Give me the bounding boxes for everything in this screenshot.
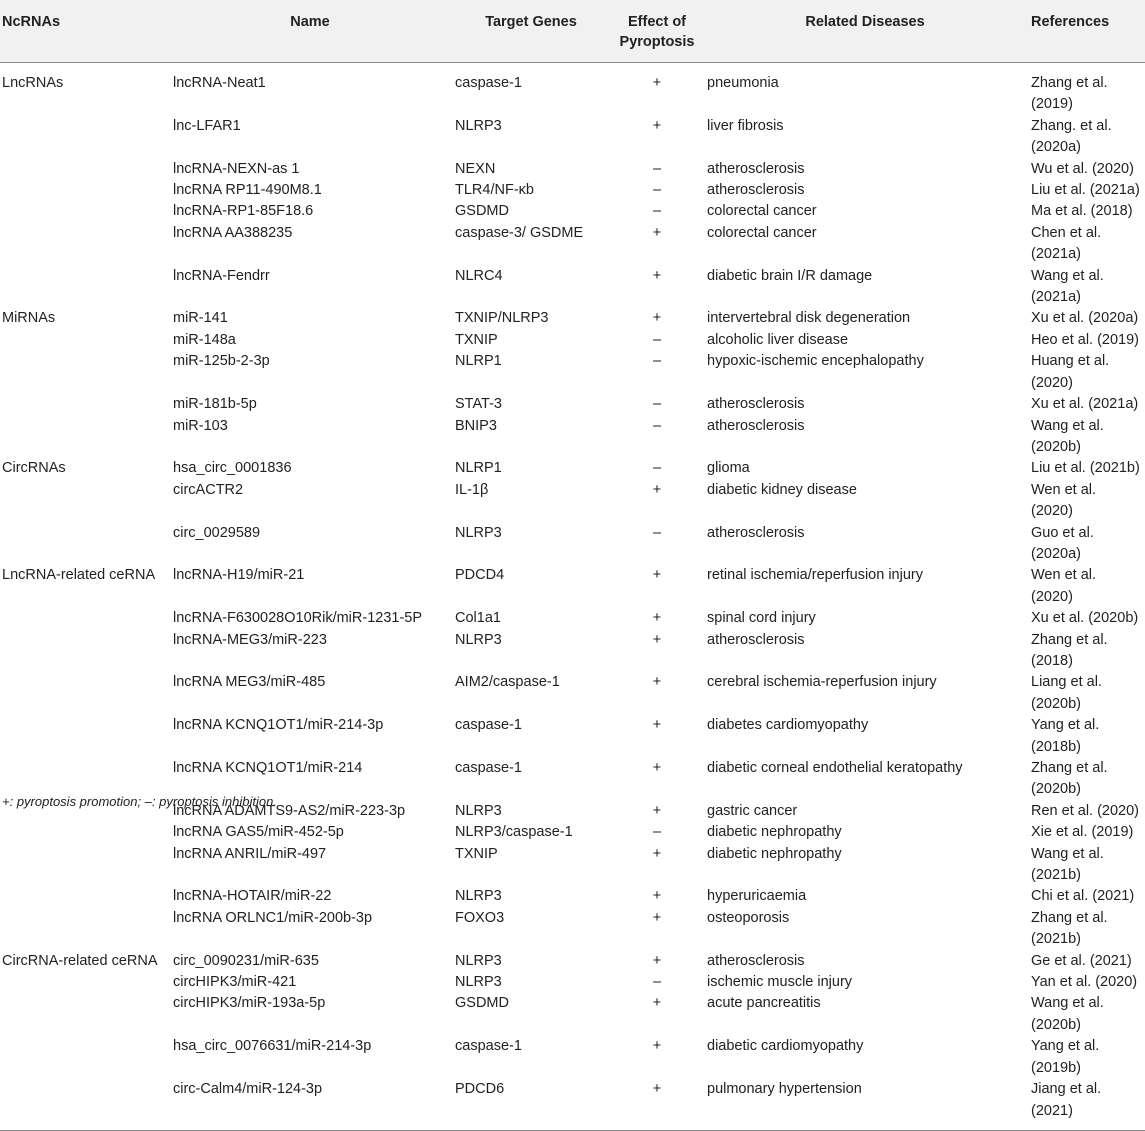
name-cell: lncRNA-F630028O10Rik/miR-1231-5P (173, 610, 423, 627)
name-cell: lncRNA-MEG3/miR-223 (173, 631, 327, 648)
name-cell: circHIPK3/miR-421 (173, 974, 297, 991)
related-disease-cell: atherosclerosis (707, 952, 805, 969)
name-cell: miR-181b-5p (173, 396, 257, 413)
target-genes-cell: NLRP3 (455, 802, 502, 819)
table-row (0, 844, 1145, 887)
related-disease-cell: pulmonary hypertension (707, 1081, 862, 1098)
reference-cell: Wen et al. (2020) (1031, 567, 1097, 605)
ncrna-class-cell (0, 394, 169, 415)
effect-cell: – (652, 460, 662, 477)
related-disease-cell: diabetic kidney disease (707, 481, 857, 498)
name-cell: lnc-LFAR1 (173, 117, 241, 134)
reference-cell: Zhang et al. (2019) (1031, 75, 1108, 113)
ncrna-class-cell (0, 972, 169, 993)
reference-cell: Zhang et al. (2018) (1031, 631, 1108, 669)
ncrna-class-cell (0, 630, 169, 673)
target-genes-cell: NLRP3 (455, 952, 502, 969)
effect-cell: – (652, 524, 662, 541)
reference-cell: Wu et al. (2020) (1031, 160, 1134, 177)
table-row (0, 993, 1145, 1036)
related-disease-cell: gastric cancer (707, 802, 798, 819)
name-cell: hsa_circ_0076631/miR-214-3p (173, 1038, 372, 1055)
effect-cell: + (652, 1038, 662, 1055)
related-disease-cell: osteoporosis (707, 909, 790, 926)
ncrna-class-cell (0, 159, 169, 180)
name-cell: lncRNA KCNQ1OT1/miR-214-3p (173, 717, 384, 734)
target-genes-cell: caspase-1 (455, 717, 522, 734)
related-disease-cell: atherosclerosis (707, 396, 805, 413)
name-cell: lncRNA ADAMTS9-AS2/miR-223-3p (173, 802, 406, 819)
target-genes-cell: PDCD4 (455, 567, 505, 584)
table-row (0, 715, 1145, 758)
target-genes-cell: GSDMD (455, 995, 509, 1012)
related-disease-cell: atherosclerosis (707, 182, 805, 199)
target-genes-cell: NLRP1 (455, 353, 502, 370)
effect-cell: + (652, 674, 662, 691)
table-row (0, 116, 1145, 159)
related-disease-cell: diabetic brain I/R damage (707, 267, 873, 284)
related-disease-cell: glioma (707, 460, 750, 477)
related-disease-cell: colorectal cancer (707, 203, 817, 220)
table-row (0, 180, 1145, 201)
ncrna-class-cell (0, 608, 169, 629)
target-genes-cell: IL-1β (455, 481, 489, 498)
target-genes-cell: caspase-1 (455, 1038, 522, 1055)
related-disease-cell: diabetic nephropathy (707, 824, 842, 841)
name-cell: lncRNA AA388235 (173, 224, 293, 241)
table-row (0, 480, 1145, 523)
header-references: References (1027, 0, 1145, 63)
related-disease-cell: atherosclerosis (707, 160, 805, 177)
target-genes-cell: caspase-1 (455, 760, 522, 776)
name-cell: lncRNA ORLNC1/miR-200b-3p (173, 909, 373, 926)
table-row (0, 565, 1145, 608)
effect-cell: + (652, 995, 662, 1012)
ncrna-class-cell (0, 908, 169, 951)
reference-cell: Jiang et al. (2021) (1031, 1081, 1102, 1119)
related-disease-cell: pneumonia (707, 75, 779, 91)
related-disease-cell: retinal ischemia/reperfusion injury (707, 567, 923, 584)
ncrna-class-cell: CircRNAs (2, 460, 66, 477)
ncrna-class-cell (0, 180, 169, 201)
ncrna-class-cell (0, 223, 169, 266)
ncrna-class-cell (0, 116, 169, 159)
effect-cell: + (652, 75, 662, 91)
header-related-diseases: Related Diseases (703, 0, 1027, 63)
name-cell: lncRNA-Neat1 (173, 75, 266, 91)
reference-cell: Wang et al. (2021b) (1031, 845, 1104, 884)
reference-cell: Ren et al. (2020) (1031, 802, 1140, 819)
target-genes-cell: FOXO3 (455, 909, 505, 926)
effect-cell: – (652, 331, 662, 348)
table-row (0, 351, 1145, 394)
related-disease-cell: hypoxic-ischemic encephalopathy (707, 353, 924, 370)
target-genes-cell: NLRP3 (455, 974, 502, 991)
target-genes-cell: BNIP3 (455, 417, 497, 434)
target-genes-cell: caspase-3/ GSDME (455, 224, 584, 241)
effect-cell: + (652, 610, 662, 627)
ncrna-class-cell: CircRNA-related ceRNA (2, 952, 158, 969)
target-genes-cell: PDCD6 (455, 1081, 505, 1098)
reference-cell: Xu et al. (2020b) (1031, 610, 1139, 627)
reference-cell: Zhang et al. (2020b) (1031, 760, 1108, 798)
header-target-genes: Target Genes (451, 0, 611, 63)
name-cell: miR-141 (173, 310, 228, 327)
reference-cell: Wang et al. (2021a) (1031, 267, 1104, 306)
name-cell: lncRNA-NEXN-as 1 (173, 160, 300, 177)
target-genes-cell: NLRP3/caspase-1 (455, 824, 573, 841)
reference-cell: Liang et al. (2020b) (1031, 674, 1102, 712)
effect-cell: + (652, 802, 662, 819)
ncrna-class-cell (0, 201, 169, 222)
ncrna-class-cell: MiRNAs (2, 310, 56, 327)
effect-cell: + (652, 760, 662, 776)
ncrna-class-cell (0, 993, 169, 1036)
target-genes-cell: TLR4/NF-κb (455, 182, 534, 199)
related-disease-cell: diabetic corneal endothelial keratopathy (707, 760, 963, 776)
related-disease-cell: intervertebral disk degeneration (707, 310, 911, 327)
name-cell: miR-125b-2-3p (173, 353, 270, 370)
ncrna-class-cell (0, 715, 169, 758)
table-row (0, 308, 1145, 329)
name-cell: circHIPK3/miR-193a-5p (173, 995, 326, 1012)
reference-cell: Liu et al. (2021a) (1031, 182, 1140, 199)
table-row (0, 394, 1145, 415)
table-row (0, 951, 1145, 972)
reference-cell: Wang et al. (2020b) (1031, 995, 1104, 1033)
table-row (0, 330, 1145, 351)
effect-cell: + (652, 717, 662, 734)
header-name: Name (169, 0, 451, 63)
related-disease-cell: alcoholic liver disease (707, 331, 849, 348)
table-row (0, 223, 1145, 266)
effect-cell: + (652, 224, 662, 241)
ncrna-class-cell (0, 480, 169, 523)
ncrna-class-cell (0, 351, 169, 394)
related-disease-cell: diabetic cardiomyopathy (707, 1038, 864, 1055)
effect-cell: – (652, 353, 662, 370)
reference-cell: Wen et al. (2020) (1031, 481, 1097, 520)
name-cell: circACTR2 (173, 481, 244, 498)
related-disease-cell: atherosclerosis (707, 417, 805, 434)
name-cell: lncRNA MEG3/miR-485 (173, 674, 326, 691)
table-row (0, 523, 1145, 566)
effect-cell: + (652, 117, 662, 134)
target-genes-cell: TXNIP (455, 331, 498, 348)
target-genes-cell: STAT-3 (455, 396, 502, 413)
table-row (0, 266, 1145, 309)
table-row (0, 822, 1145, 843)
reference-cell: Yan et al. (2020) (1031, 974, 1138, 991)
table-footnote: +: pyroptosis promotion; –: pyroptosis inhibition. (2, 794, 277, 809)
table-row (0, 1079, 1145, 1130)
name-cell: lncRNA RP11-490M8.1 (173, 182, 322, 199)
name-cell: lncRNA-Fendrr (173, 267, 270, 284)
related-disease-cell: diabetic nephropathy (707, 845, 842, 862)
reference-cell: Ma et al. (2018) (1031, 203, 1133, 220)
target-genes-cell: GSDMD (455, 203, 509, 220)
ncrna-class-cell (0, 416, 169, 459)
related-disease-cell: cerebral ischemia-reperfusion injury (707, 674, 937, 691)
reference-cell: Xie et al. (2019) (1031, 824, 1134, 841)
effect-cell: + (652, 888, 662, 905)
related-disease-cell: liver fibrosis (707, 117, 784, 134)
name-cell: lncRNA ANRIL/miR-497 (173, 845, 327, 862)
reference-cell: Guo et al. (2020a) (1031, 524, 1094, 562)
ncrna-class-cell (0, 266, 169, 309)
target-genes-cell: NLRP3 (455, 117, 502, 134)
target-genes-cell: Col1a1 (455, 610, 501, 627)
table-row (0, 972, 1145, 993)
effect-cell: – (652, 417, 662, 434)
table-header (0, 0, 1145, 63)
target-genes-cell: NLRC4 (455, 267, 503, 284)
target-genes-cell: NLRP3 (455, 524, 502, 541)
name-cell: miR-148a (173, 331, 236, 348)
target-genes-cell: NLRP1 (455, 460, 502, 477)
name-cell: circ_0090231/miR-635 (173, 952, 319, 969)
effect-cell: – (652, 203, 662, 220)
header-effect-of-pyroptosis: Effect of Pyroptosis (611, 0, 703, 63)
table-row (0, 672, 1145, 715)
reference-cell: Chen et al. (2021a) (1031, 224, 1102, 263)
reference-cell: Wang et al. (2020b) (1031, 417, 1104, 455)
target-genes-cell: caspase-1 (455, 75, 522, 91)
effect-cell: – (652, 182, 662, 199)
name-cell: lncRNA-HOTAIR/miR-22 (173, 888, 332, 905)
effect-cell: + (652, 1081, 662, 1098)
reference-cell: Ge et al. (2021) (1031, 952, 1132, 969)
table-row (0, 63, 1145, 116)
name-cell: miR-103 (173, 417, 228, 434)
effect-cell: + (652, 845, 662, 862)
reference-cell: Chi et al. (2021) (1031, 888, 1135, 905)
ncrna-class-cell: LncRNAs (2, 75, 64, 91)
effect-cell: – (652, 160, 662, 177)
effect-cell: + (652, 952, 662, 969)
ncrna-class-cell (0, 1036, 169, 1079)
reference-cell: Yang et al. (2018b) (1031, 717, 1100, 755)
table-row (0, 1036, 1145, 1079)
table-row (0, 886, 1145, 907)
effect-cell: – (652, 396, 662, 413)
table-row (0, 908, 1145, 951)
target-genes-cell: NEXN (455, 160, 496, 177)
effect-cell: + (652, 909, 662, 926)
ncrna-class-cell (0, 844, 169, 887)
related-disease-cell: acute pancreatitis (707, 995, 821, 1012)
related-disease-cell: hyperuricaemia (707, 888, 807, 905)
related-disease-cell: ischemic muscle injury (707, 974, 853, 991)
effect-cell: + (652, 481, 662, 498)
reference-cell: Zhang et al. (2021b) (1031, 909, 1108, 948)
name-cell: lncRNA GAS5/miR-452-5p (173, 824, 344, 841)
table-row (0, 416, 1145, 459)
reference-cell: Xu et al. (2021a) (1031, 396, 1139, 413)
effect-cell: – (652, 974, 662, 991)
reference-cell: Heo et al. (2019) (1031, 331, 1140, 348)
ncrna-class-cell (0, 1079, 169, 1130)
target-genes-cell: AIM2/caspase-1 (455, 674, 560, 691)
ncrna-class-cell (0, 822, 169, 843)
ncrna-class-cell: LncRNA-related ceRNA (2, 567, 156, 584)
ncrna-class-cell (0, 523, 169, 566)
header-row (0, 0, 1145, 63)
target-genes-cell: TXNIP/NLRP3 (455, 310, 549, 327)
name-cell: lncRNA-H19/miR-21 (173, 567, 305, 584)
table-row (0, 201, 1145, 222)
header-ncrnas: NcRNAs (0, 0, 169, 63)
name-cell: circ-Calm4/miR-124-3p (173, 1081, 323, 1098)
table-row (0, 159, 1145, 180)
table-row (0, 630, 1145, 673)
name-cell: lncRNA KCNQ1OT1/miR-214 (173, 760, 363, 776)
target-genes-cell: NLRP3 (455, 888, 502, 905)
effect-cell: – (652, 824, 662, 841)
related-disease-cell: diabetes cardiomyopathy (707, 717, 869, 734)
ncrna-class-cell (0, 672, 169, 715)
table-row (0, 608, 1145, 629)
ncrna-class-cell (0, 330, 169, 351)
reference-cell: Yang et al. (2019b) (1031, 1038, 1100, 1076)
name-cell: hsa_circ_0001836 (173, 460, 292, 477)
reference-cell: Liu et al. (2021b) (1031, 460, 1140, 477)
related-disease-cell: colorectal cancer (707, 224, 817, 241)
related-disease-cell: atherosclerosis (707, 524, 805, 541)
effect-cell: + (652, 310, 662, 327)
reference-cell: Xu et al. (2020a) (1031, 310, 1139, 327)
name-cell: lncRNA-RP1-85F18.6 (173, 203, 314, 220)
name-cell: circ_0029589 (173, 524, 261, 541)
related-disease-cell: spinal cord injury (707, 610, 816, 627)
table-row (0, 458, 1145, 479)
target-genes-cell: NLRP3 (455, 631, 502, 648)
effect-cell: + (652, 267, 662, 284)
target-genes-cell: TXNIP (455, 845, 498, 862)
effect-cell: + (652, 567, 662, 584)
reference-cell: Huang et al. (2020) (1031, 353, 1110, 391)
effect-cell: + (652, 631, 662, 648)
table-body (0, 63, 1145, 1131)
related-disease-cell: atherosclerosis (707, 631, 805, 648)
reference-cell: Zhang. et al. (2020a) (1031, 117, 1112, 156)
ncrna-class-cell (0, 886, 169, 907)
